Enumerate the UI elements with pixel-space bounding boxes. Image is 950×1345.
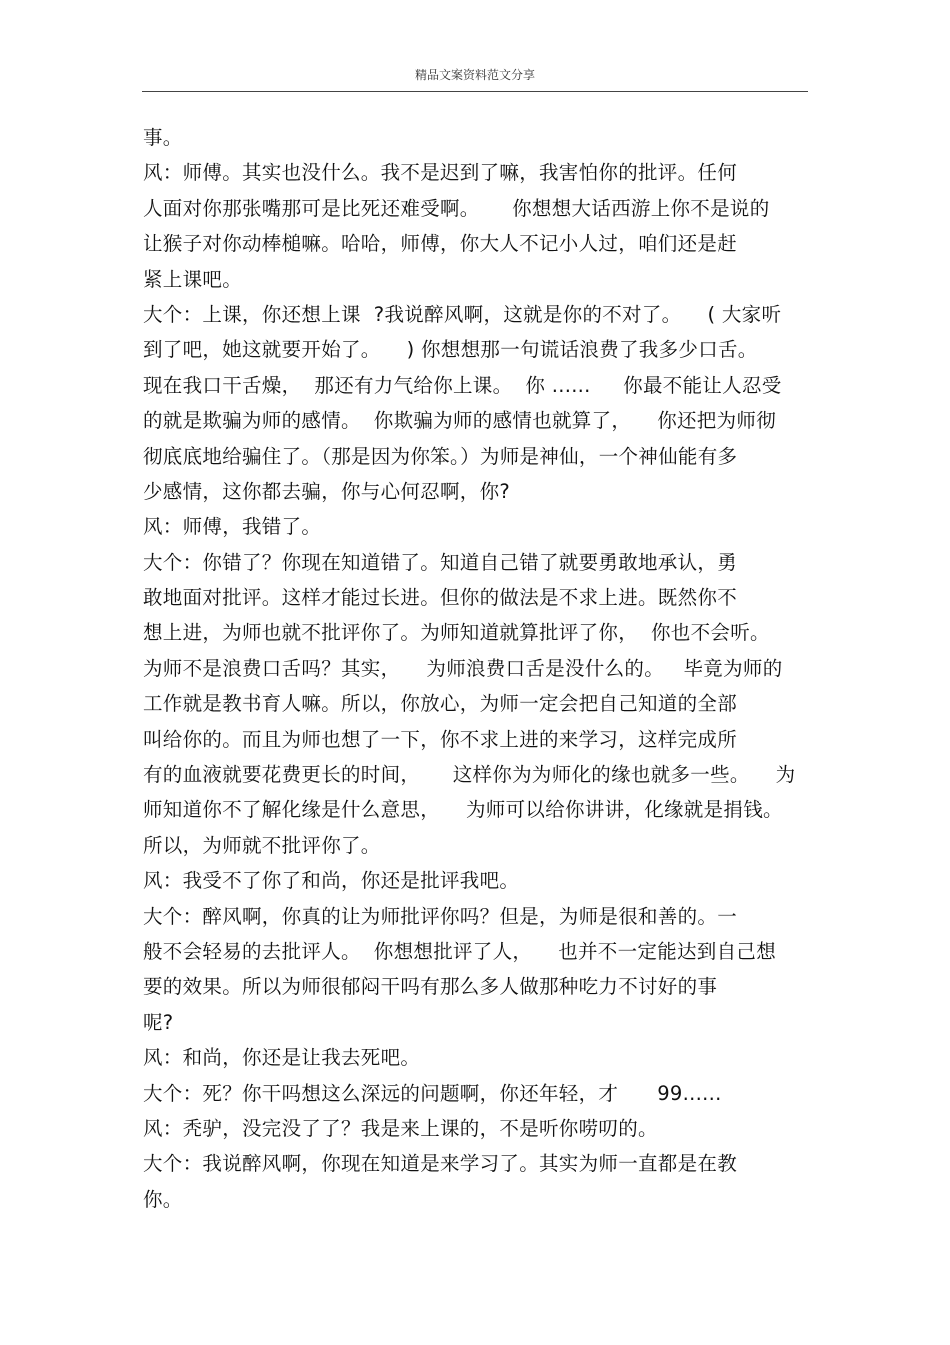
text-line: 你。 — [143, 1187, 183, 1211]
text-line: 彻底底地给骗住了。（那是因为你笨。）为师是神仙，一个神仙能有多 — [143, 444, 738, 468]
text-line: 风：我受不了你了和尚，你还是批评我吧。 — [143, 869, 520, 893]
text-line: 叫给你的。而且为师也想了一下，你不求上进的来学习，这样完成所 — [143, 727, 738, 751]
text-line: 敢地面对批评。这样才能过长进。但你的做法是不求上进。既然你不 — [143, 586, 738, 610]
text-line: 大个：醉风啊，你真的让为师批评你吗？但是，为师是很和善的。一 — [143, 904, 738, 928]
text-line: 想上进，为师也就不批评你了。为师知道就算批评了你， 你也不会听。 — [143, 621, 770, 645]
text-line: 现在我口干舌燥， 那还有力气给你上课。 你 ...... 你最不能让人忍受 — [143, 373, 782, 397]
text-line: 师知道你不了解化缘是什么意思， 为师可以给你讲讲，化缘就是捐钱。 — [143, 798, 783, 822]
text-line: 要的效果。所以为师很郁闷干吗有那么多人做那种吃力不讨好的事 — [143, 975, 718, 999]
text-line: 事。 — [143, 126, 183, 149]
text-line: 风：师傅。其实也没什么。我不是迟到了嘛，我害怕你的批评。任何 — [143, 161, 738, 185]
page-header-title: 精品文案资料范文分享 — [414, 68, 535, 82]
text-line: 般不会轻易的去批评人。 你想想批评了人， 也并不一定能达到自己想 — [143, 939, 776, 963]
text-line: 工作就是教书育人嘛。所以，你放心，为师一定会把自己知道的全部 — [143, 692, 738, 716]
text-line: 为师不是浪费口舌吗？其实， 为师浪费口舌是没什么的。 毕竟为师的 — [143, 656, 783, 680]
text-line: 大个：死？你干吗想这么深远的问题啊，你还年轻，才 99...... — [143, 1081, 722, 1105]
text-line: 风：秃驴，没完没了了？我是来上课的，不是听你唠叨的。 — [143, 1116, 658, 1140]
text-line: 风：师傅，我错了。 — [143, 515, 322, 539]
text-line: 大个：我说醉风啊，你现在知道是来学习了。其实为师一直都是在教 — [143, 1152, 738, 1176]
text-line: 所以，为师就不批评你了。 — [143, 833, 381, 857]
text-line: 呢? — [143, 1010, 174, 1034]
header-divider — [142, 91, 808, 92]
text-line: 大个：上课，你还想上课 ?我说醉风啊，这就是你的不对了。 ( 大家听 — [143, 302, 782, 326]
text-line: 的就是欺骗为师的感情。 你欺骗为师的感情也就算了， 你还把为师彻 — [143, 409, 776, 433]
text-line: 让猴子对你动棒槌嘛。哈哈，师傅，你大人不记小人过，咱们还是赶 — [143, 232, 738, 256]
text-line: 人面对你那张嘴那可是比死还难受啊。 你想想大话西游上你不是说的 — [143, 196, 770, 220]
text-line: 紧上课吧。 — [143, 267, 243, 291]
text-line: 风：和尚，你还是让我去死吧。 — [143, 1046, 421, 1070]
text-line: 大个：你错了？你现在知道错了。知道自己错了就要勇敢地承认，勇 — [143, 550, 738, 574]
text-line: 少感情，这你都去骗，你与心何忍啊，你? — [143, 479, 511, 503]
text-line: 有的血液就要花费更长的时间， 这样你为为师化的缘也就多一些。 为 — [143, 763, 796, 787]
document-body — [143, 120, 823, 1217]
text-line: 到了吧，她这就要开始了。 ) 你想想那一句谎话浪费了我多少口舌。 — [143, 338, 758, 362]
